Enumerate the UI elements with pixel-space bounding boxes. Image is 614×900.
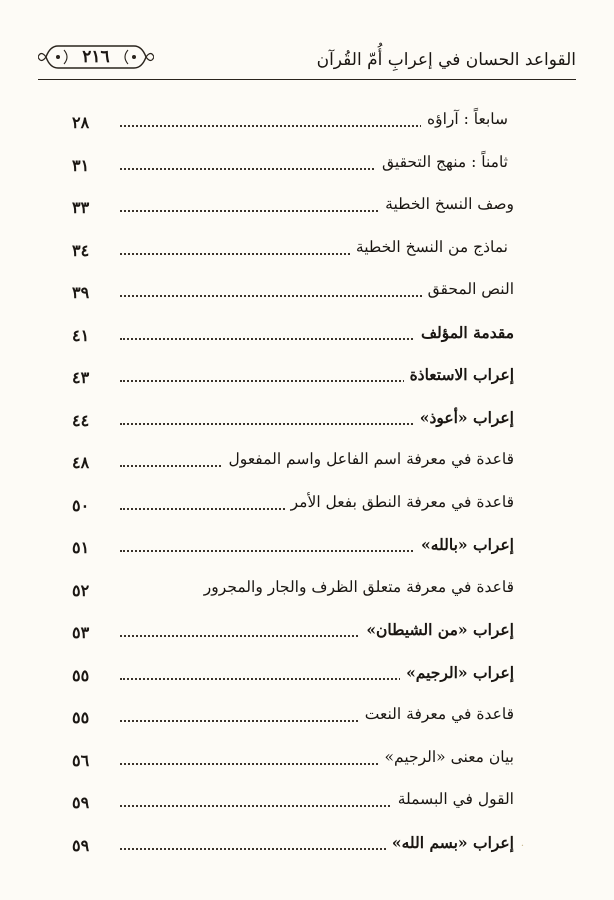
toc-entry bbox=[72, 398, 514, 441]
toc-leader-dots bbox=[120, 253, 374, 255]
toc-leader-dots bbox=[120, 210, 402, 212]
toc-page-number: ٥٢ bbox=[72, 580, 90, 600]
toc-leader-dots bbox=[120, 848, 406, 850]
toc-page-number: ٣٣ bbox=[72, 198, 90, 217]
toc-page-number: ٣٤ bbox=[72, 240, 90, 260]
toc-entry-title: إعراب الاستعاذة bbox=[404, 365, 514, 384]
toc-entry-title: إعراب «أعوذ» bbox=[414, 408, 514, 427]
toc-entry-title: قاعدة في معرفة النعت bbox=[359, 705, 514, 723]
running-title: القواعد الحسان في إعرابِ أُمّ القُرآن bbox=[316, 50, 576, 70]
toc-page-number: ٤٨ bbox=[72, 453, 90, 472]
toc-entry bbox=[72, 185, 514, 228]
toc-entry-title: إعراب «من الشيطان» bbox=[360, 620, 514, 639]
toc-leader-dots bbox=[120, 805, 426, 807]
toc-page-number: ٣٩ bbox=[72, 283, 90, 302]
toc-entry-title: قاعدة في معرفة اسم الفاعل واسم المفعول bbox=[223, 450, 514, 468]
toc-entry-title: النص المحقق bbox=[422, 280, 514, 298]
toc-entry bbox=[72, 653, 514, 696]
toc-page-number: ٥٠ bbox=[72, 495, 90, 515]
toc-page-number: ٤١ bbox=[72, 325, 90, 345]
toc-leader-dots bbox=[120, 168, 406, 170]
toc-page-number: ٤٤ bbox=[72, 410, 90, 430]
toc-entry bbox=[72, 525, 514, 568]
toc-entry-title: إعراب «بالله» bbox=[415, 535, 514, 554]
toc-entry bbox=[72, 143, 514, 186]
toc-leader-dots bbox=[120, 125, 454, 127]
toc-leader-dots bbox=[120, 508, 304, 510]
paper-speck: · bbox=[520, 841, 524, 852]
toc-page-number: ٥٩ bbox=[72, 793, 90, 812]
toc-entry-title: مقدمة المؤلف bbox=[415, 323, 514, 342]
toc-entry bbox=[72, 100, 514, 143]
toc-entry-title: نماذج من النسخ الخطية bbox=[350, 238, 508, 256]
toc-leader-dots bbox=[120, 550, 420, 552]
toc-entry bbox=[72, 228, 514, 271]
toc-leader-dots bbox=[120, 295, 446, 297]
toc-entry-title: إعراب «الرجيم» bbox=[400, 663, 514, 682]
toc-leader-dots bbox=[120, 423, 428, 425]
toc-leader-dots bbox=[120, 338, 436, 340]
page-number-ornament bbox=[38, 42, 154, 72]
table-of-contents bbox=[72, 100, 514, 865]
toc-page-number: ٥١ bbox=[72, 538, 90, 557]
toc-entry bbox=[72, 440, 514, 483]
toc-entry-title: سابعاً : آراؤه bbox=[421, 110, 508, 128]
toc-page-number: ٥٥ bbox=[72, 665, 90, 685]
toc-page-number: ٥٥ bbox=[72, 708, 90, 727]
toc-entry bbox=[72, 483, 514, 526]
toc-entry bbox=[72, 695, 514, 738]
toc-leader-dots bbox=[120, 380, 408, 382]
toc-entry bbox=[72, 355, 514, 398]
toc-leader-dots bbox=[120, 720, 390, 722]
toc-entry bbox=[72, 738, 514, 781]
toc-page-number: ٥٦ bbox=[72, 750, 90, 770]
toc-entry bbox=[72, 568, 514, 611]
toc-entry-title: قاعدة في معرفة متعلق الظرف والجار والمجرور bbox=[198, 578, 514, 596]
page-header bbox=[38, 42, 576, 82]
toc-page-number: ٥٣ bbox=[72, 623, 90, 642]
toc-entry-title: وصف النسخ الخطية bbox=[379, 195, 514, 213]
toc-entry bbox=[72, 610, 514, 653]
toc-leader-dots bbox=[120, 635, 374, 637]
toc-entry bbox=[72, 313, 514, 356]
toc-entry-title: إعراب «بسم الله» bbox=[386, 833, 514, 852]
toc-entry bbox=[72, 823, 514, 866]
toc-page-number: ٥٩ bbox=[72, 835, 90, 855]
toc-leader-dots bbox=[120, 763, 390, 765]
header-rule bbox=[38, 79, 576, 80]
toc-entry-title: قاعدة في معرفة النطق بفعل الأمر bbox=[285, 493, 514, 511]
toc-entry-title: ثامناً : منهج التحقيق bbox=[376, 153, 508, 171]
toc-entry-title: بيان معنى «الرجيم» bbox=[379, 748, 514, 766]
toc-page-number: ٢٨ bbox=[72, 113, 90, 132]
toc-entry-title: القول في البسملة bbox=[392, 790, 514, 808]
toc-entry bbox=[72, 270, 514, 313]
toc-page-number: ٣١ bbox=[72, 155, 90, 175]
page-number: ٢١٦ bbox=[82, 47, 110, 67]
toc-leader-dots bbox=[120, 678, 420, 680]
toc-entry bbox=[72, 780, 514, 823]
toc-page-number: ٤٣ bbox=[72, 368, 90, 387]
